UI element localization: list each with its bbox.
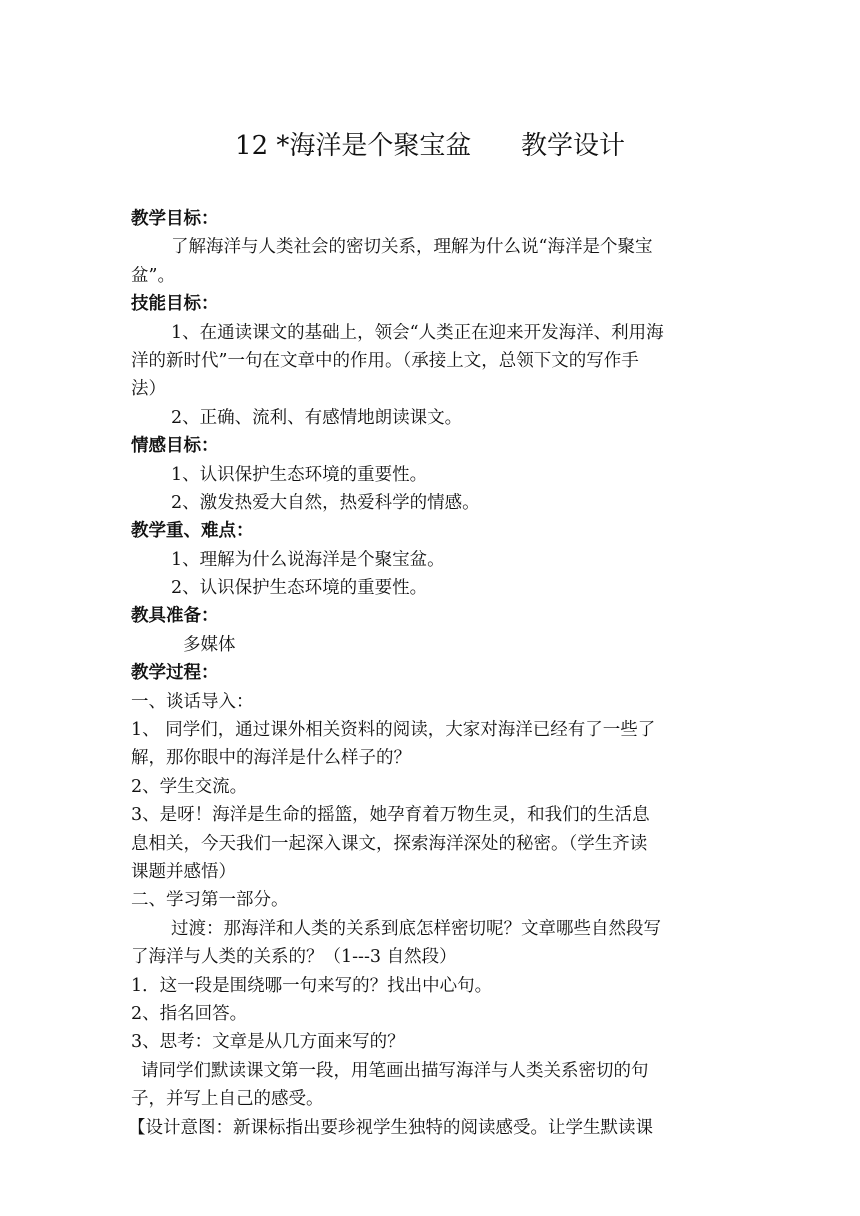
paragraph-line: 过渡：那海洋和人类的关系到底怎样密切呢？文章哪些自然段写 bbox=[171, 918, 661, 939]
heading-teaching-aids: 教具准备： bbox=[131, 606, 219, 627]
paragraph-line: 课题并感悟） bbox=[131, 861, 236, 882]
paragraph-line: 了海洋与人类的关系的？（1---3 自然段） bbox=[131, 947, 457, 968]
section-heading: 二、学习第一部分。 bbox=[131, 890, 289, 911]
paragraph-line: 了解海洋与人类社会的密切关系，理解为什么说“海洋是个聚宝 bbox=[171, 237, 653, 258]
paragraph-line: 息相关，今天我们一起深入课文，探索海洋深处的秘密。（学生齐读 bbox=[131, 833, 648, 854]
document-title: 12 *海洋是个聚宝盆 教学设计 bbox=[235, 131, 625, 161]
paragraph-line: 法） bbox=[131, 379, 166, 400]
paragraph-line: 1．这一段是围绕哪一句来写的？找出中心句。 bbox=[131, 975, 493, 996]
paragraph-line: 盆”。 bbox=[131, 265, 175, 286]
paragraph-line: 2、学生交流。 bbox=[131, 776, 248, 797]
paragraph-line: 子，并写上自己的感受。 bbox=[131, 1089, 324, 1110]
paragraph-line: 请同学们默读课文第一段，用笔画出描写海洋与人类关系密切的句 bbox=[141, 1060, 649, 1081]
heading-teaching-process: 教学过程： bbox=[131, 663, 219, 684]
heading-skill-goals: 技能目标： bbox=[131, 294, 219, 315]
heading-teaching-goals: 教学目标： bbox=[131, 209, 219, 229]
paragraph-line: 1、认识保护生态环境的重要性。 bbox=[171, 464, 428, 485]
paragraph-line: 2、正确、流利、有感情地朗读课文。 bbox=[171, 407, 463, 428]
heading-key-points: 教学重、难点： bbox=[131, 521, 254, 542]
paragraph-line: 1、在通读课文的基础上，领会“人类正在迎来开发海洋、利用海 bbox=[171, 322, 664, 343]
paragraph-line: 洋的新时代”一句在文章中的作用。（承接上文，总领下文的写作手 bbox=[131, 350, 639, 371]
document-body bbox=[128, 205, 731, 1142]
paragraph-line: 【设计意图：新课标指出要珍视学生独特的阅读感受。让学生默读课 bbox=[128, 1117, 653, 1138]
paragraph-line: 3、是呀！海洋是生命的摇篮，她孕育着万物生灵，和我们的生活息 bbox=[131, 805, 650, 826]
paragraph-line: 2、指名回答。 bbox=[131, 1003, 248, 1024]
paragraph-line: 2、激发热爱大自然，热爱科学的情感。 bbox=[171, 492, 480, 513]
paragraph-line: 2、认识保护生态环境的重要性。 bbox=[171, 578, 428, 599]
paragraph-line: 1、 同学们，通过课外相关资料的阅读，大家对海洋已经有了一些了 bbox=[131, 720, 656, 741]
paragraph-line: 1、理解为什么说海洋是个聚宝盆。 bbox=[171, 549, 445, 570]
paragraph-line: 3、思考：文章是从几方面来写的？ bbox=[131, 1032, 405, 1053]
paragraph-line: 多媒体 bbox=[183, 634, 236, 655]
section-heading: 一、谈话导入： bbox=[131, 691, 254, 712]
paragraph-line: 解，那你眼中的海洋是什么样子的？ bbox=[131, 748, 411, 769]
heading-emotion-goals: 情感目标： bbox=[131, 436, 219, 457]
